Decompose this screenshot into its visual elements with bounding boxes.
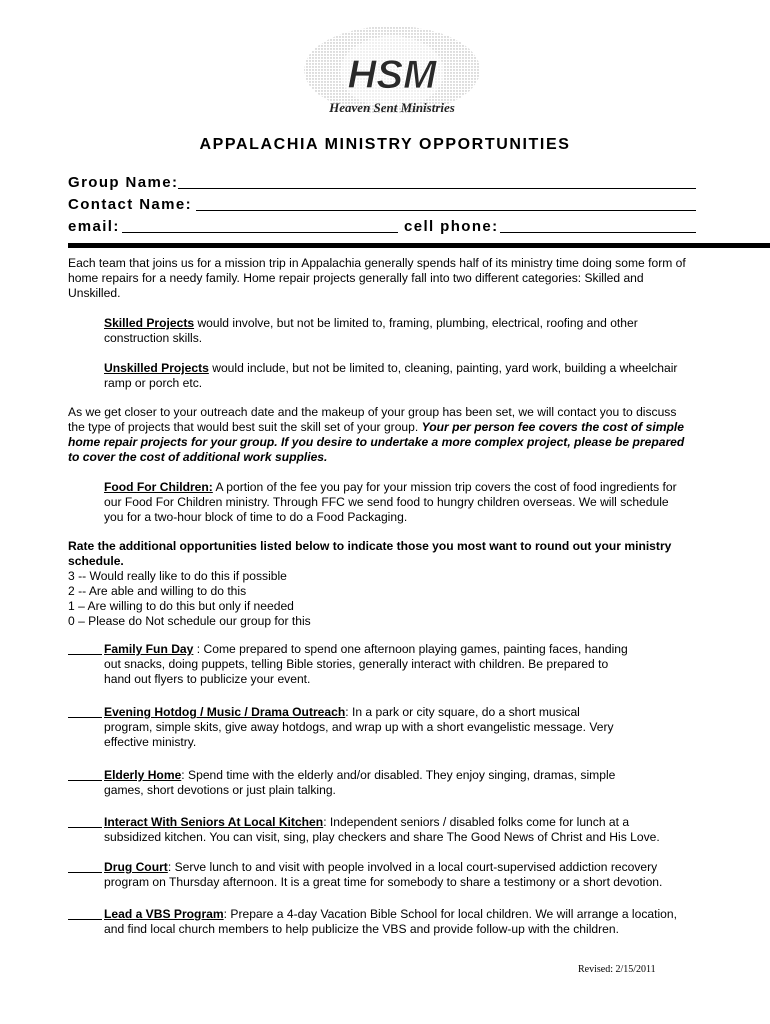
cell-phone-field[interactable] xyxy=(500,232,696,233)
hsm-logo xyxy=(300,24,484,128)
contact-name-label: Contact Name: xyxy=(68,196,193,213)
divider xyxy=(68,243,770,248)
contact-name-field[interactable] xyxy=(196,210,696,211)
rating-instructions: Rate the additional opportunities listed below to indicate those you most want to round out your ministry schedule. 3 -- Would really like to do this if possible 2 -- Are able and willing to do this 1 – Are willing to do this but only if needed 0 – Please do Not schedule our group for this xyxy=(68,539,672,628)
rating-blank[interactable] xyxy=(68,768,102,781)
skilled-projects-paragraph: Skilled Projects would involve, but not be limited to, framing, plumbing, electrical, roofing and other construction skills. xyxy=(104,316,638,345)
unskilled-projects-paragraph: Unskilled Projects would include, but not be limited to, cleaning, painting, yard work, building a wheelchair ramp or porch etc. xyxy=(104,361,678,390)
intro-paragraph: Each team that joins us for a mission trip in Appalachia generally spends half of its ministry time doing some form of home repairs for a needy family. Home repair projects generally fall into two different categories: Skilled and Unskilled. xyxy=(68,256,686,300)
email-label: email: xyxy=(68,218,120,235)
rating-scale-item: 3 -- Would really like to do this if possible xyxy=(68,569,287,583)
rating-scale-item: 2 -- Are able and willing to do this xyxy=(68,584,247,598)
rating-blank[interactable] xyxy=(68,860,102,873)
svg-text:Heaven Sent Ministries: Heaven Sent Ministries xyxy=(329,100,455,115)
rating-scale-item: 0 – Please do Not schedule our group for this xyxy=(68,614,311,628)
page-title: APPALACHIA MINISTRY OPPORTUNITIES xyxy=(199,136,571,153)
svg-text:HSM: HSM xyxy=(347,53,437,97)
cell-phone-label: cell phone: xyxy=(404,218,499,235)
rating-scale-item: 1 – Are willing to do this but only if needed xyxy=(68,599,294,613)
group-name-field[interactable] xyxy=(178,188,696,189)
food-for-children-paragraph: Food For Children: A portion of the fee you pay for your mission trip covers the cost of food ingredients for our Food For Children ministry. Through FFC we send food to hungry children overseas. We will schedule you for a two-hour block of time to do a Food Packaging. xyxy=(104,480,677,524)
rating-blank[interactable] xyxy=(68,815,102,828)
group-name-label: Group Name: xyxy=(68,174,179,191)
rating-blank[interactable] xyxy=(68,705,102,718)
email-field[interactable] xyxy=(122,232,398,233)
closer-paragraph: As we get closer to your outreach date and the makeup of your group has been set, we will contact you to discuss the type of projects that would best suit the skill set of your group. Your per person fee covers the cost of simple home repair projects for your group. If you desire to undertake a more complex project, please be prepared to cover the cost of additional work supplies. xyxy=(68,405,685,464)
rating-blank[interactable] xyxy=(68,642,102,655)
revised-date: Revised: 2/15/2011 xyxy=(578,964,656,975)
rating-blank[interactable] xyxy=(68,907,102,920)
